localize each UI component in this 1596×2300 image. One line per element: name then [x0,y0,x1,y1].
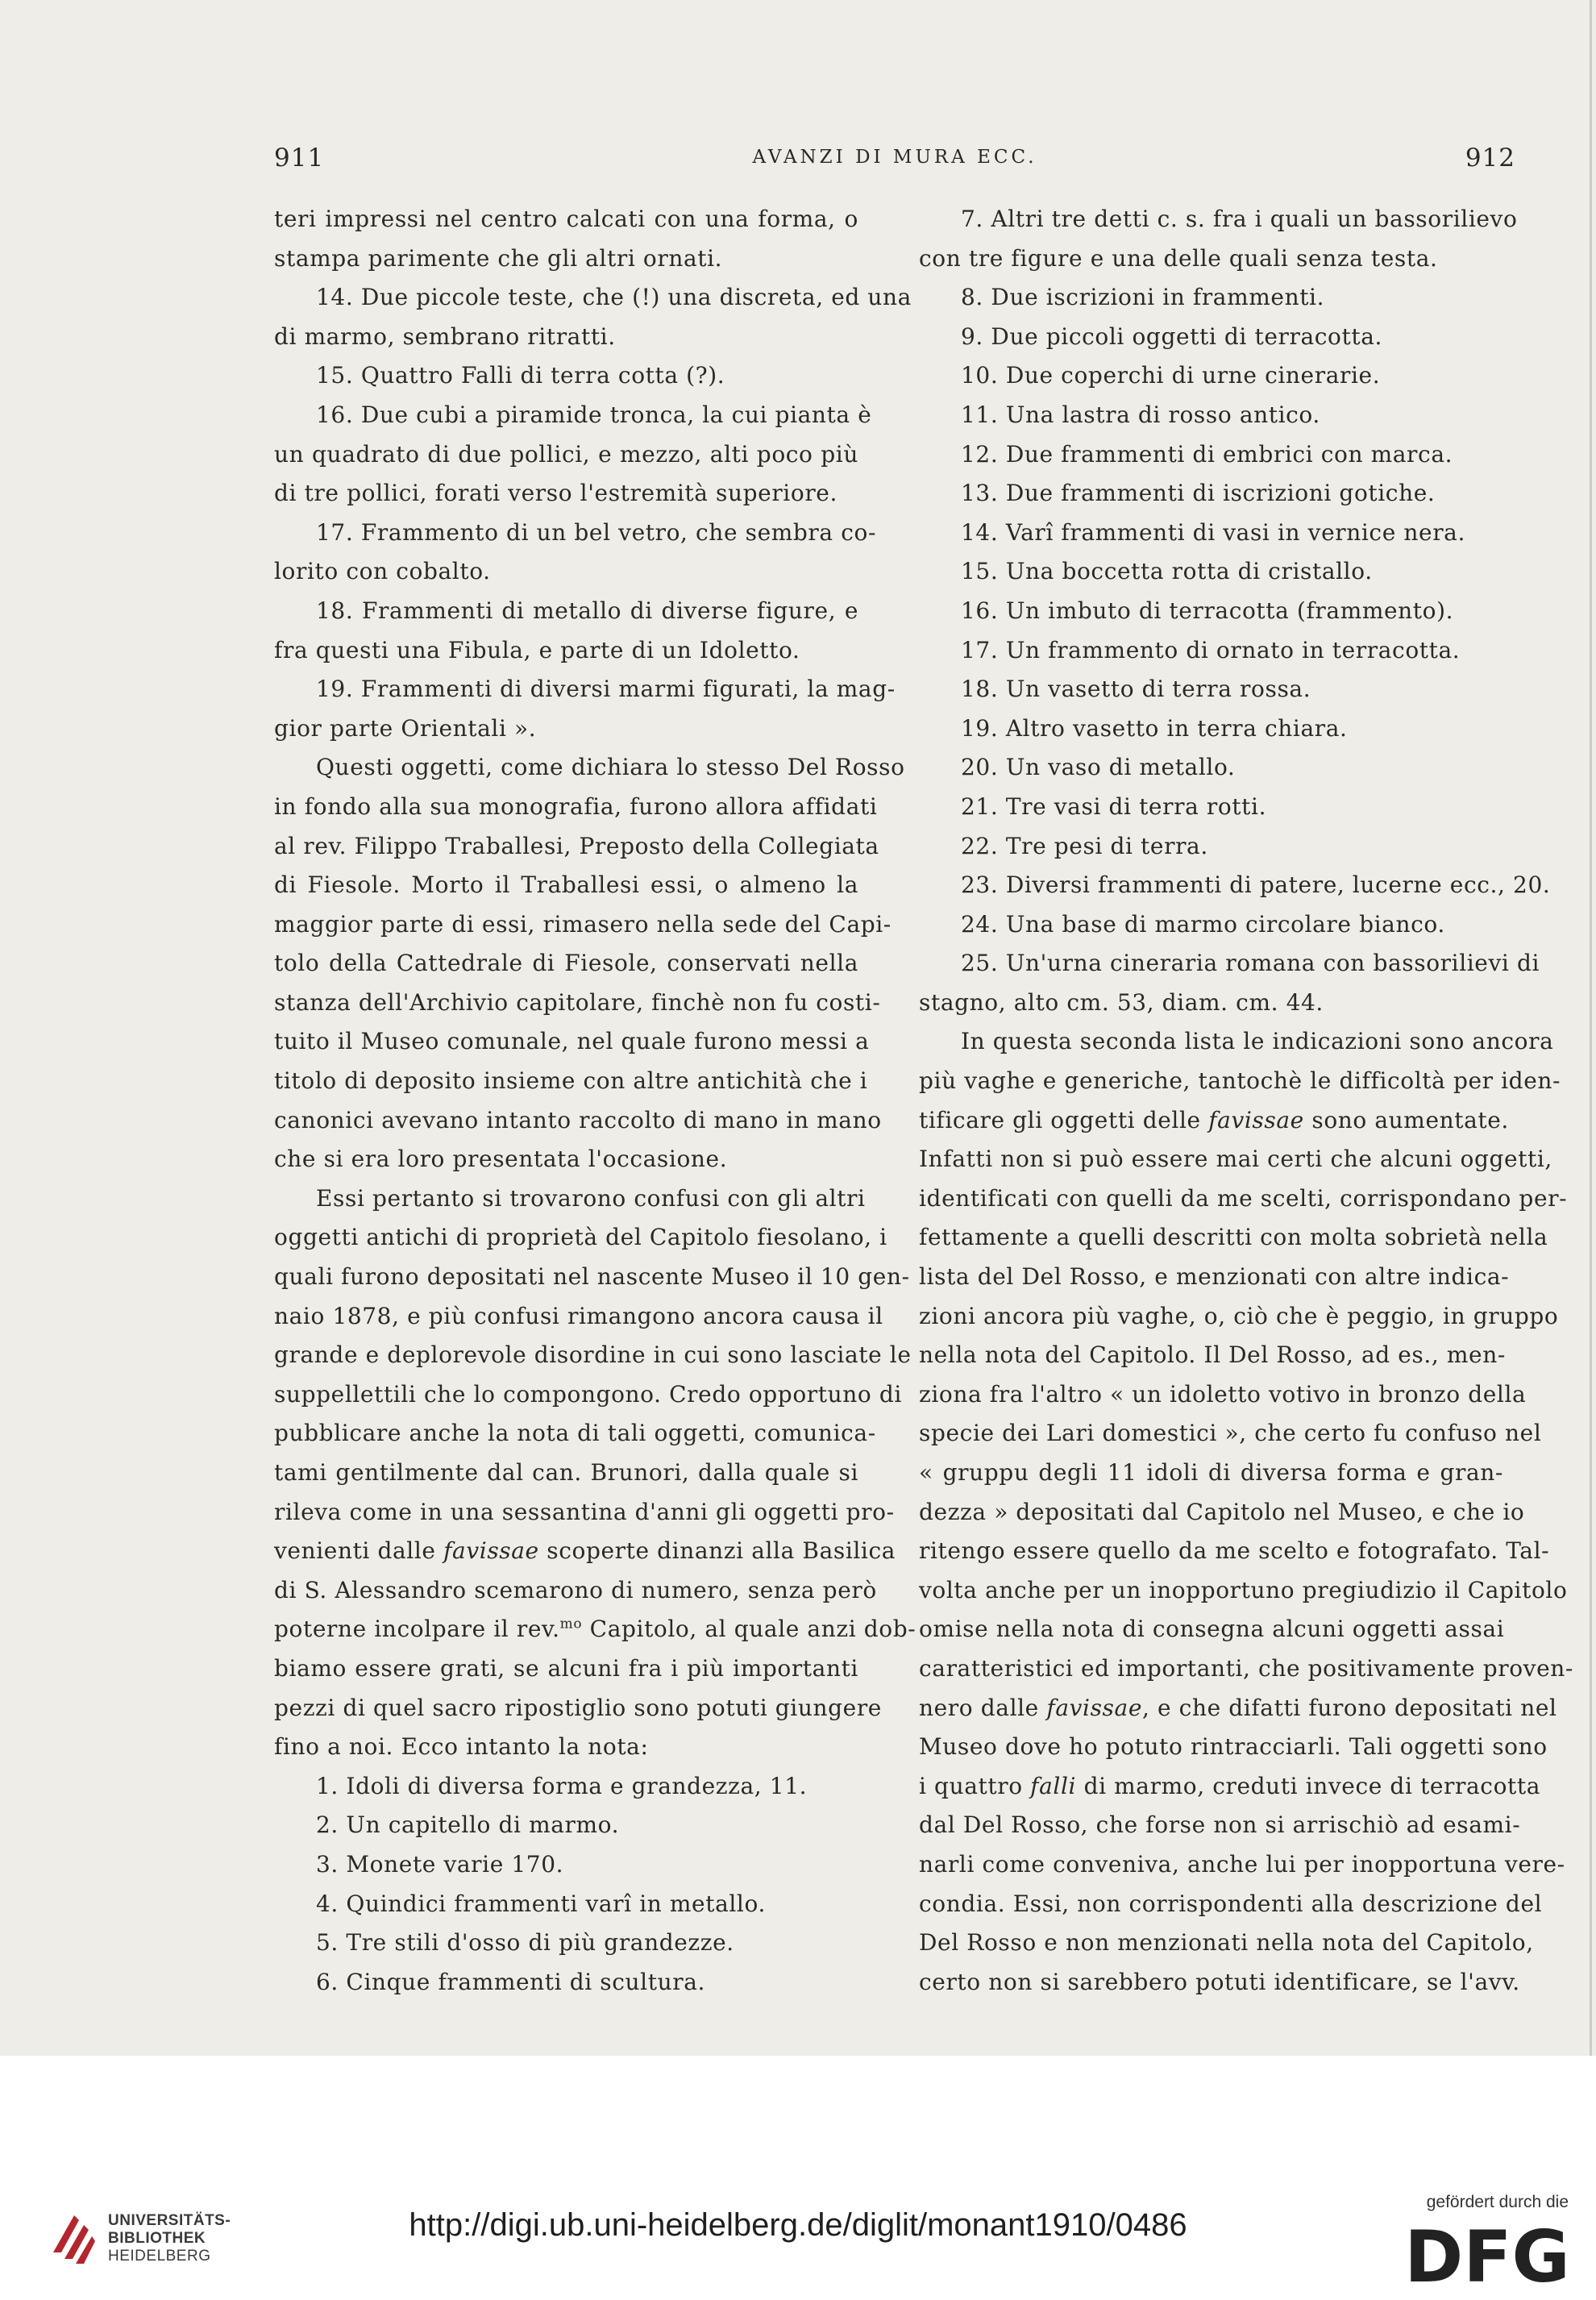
text-line: 12. Due frammenti di embrici con marca. [961,440,1453,468]
text-line: di S. Alessandro scemarono di numero, senza però [274,1576,877,1603]
text-line: 23. Diversi frammenti di patere, lucerne ecc., 20. [961,871,1551,899]
text-line: pezzi di quel sacro ripostiglio sono potuti giungere [274,1694,882,1721]
left-text-column [274,200,916,2002]
text-line: ziona fra l'altro « un idoletto votivo in bronzo della [919,1380,1527,1408]
text-line: maggior parte di essi, rimasero nella sede del Capi- [274,910,892,938]
text-line: 2. Un capitello di marmo. [316,1811,620,1839]
text-line: omise nella nota di consegna alcuni oggetti assai [919,1616,1505,1643]
text-line: Essi pertanto si trovarono confusi con gli altri [316,1184,866,1212]
text-line: 19. Altro vasetto in terra chiara. [961,714,1348,742]
library-name-line: HEIDELBERG [108,2248,211,2265]
text-line: Questi oggetti, come dichiara lo stesso Del Rosso [316,754,905,781]
text-line: 6. Cinque frammenti di scultura. [316,1968,705,1995]
page-edge-line [1590,0,1592,2056]
text-line: i quattro falli di marmo, creduti invece di terracotta [919,1772,1541,1799]
text-line: fino a noi. Ecco intanto la nota: [274,1733,649,1761]
text-line: con tre figure e una delle quali senza testa. [919,244,1438,272]
text-line: 25. Un'urna cineraria romana con bassorilievi di [961,950,1540,977]
text-line: narli come conveniva, anche lui per inopportuna vere- [919,1850,1565,1878]
text-line: teri impressi nel centro calcati con una forma, o [274,206,858,232]
permalink-url[interactable]: http://digi.ub.uni-heidelberg.de/diglit/monant1910/0486 [409,2207,1187,2243]
text-line: fra questi una Fibula, e parte di un Idoletto. [274,636,800,663]
running-head [274,143,1515,179]
text-line: 13. Due frammenti di iscrizioni gotiche. [961,480,1436,507]
text-line: 1. Idoli di diversa forma e grandezza, 11. [316,1772,808,1799]
text-line: rileva come in una sessantina d'anni gli oggetti pro- [274,1498,895,1525]
text-line: pubblicare anche la nota di tali oggetti, comunica- [274,1420,876,1447]
text-line: tolo della Cattedrale di Fiesole, conservati nella [274,950,858,977]
text-line: fettamente a quelli descritti con molta sobrietà nella [919,1224,1548,1251]
text-line: di marmo, sembrano ritratti. [274,322,616,350]
text-line: 3. Monete varie 170. [316,1850,564,1878]
text-line: certo non si sarebbero potuti identificare, se l'avv. [919,1968,1520,1995]
text-line: oggetti antichi di proprietà del Capitolo fiesolano, i [274,1224,887,1251]
text-line: di Fiesole. Morto il Traballesi essi, o almeno la [274,871,858,899]
text-line: specie dei Lari domestici », che certo fu confuso nel [919,1420,1542,1447]
text-line: 18. Frammenti di metallo di diverse figure, e [316,597,858,624]
text-line: tami gentilmente dal can. Brunori, dalla quale si [274,1459,858,1486]
text-line: 11. Una lastra di rosso antico. [961,401,1320,428]
page-number-right: 912 [1465,143,1515,173]
text-line: quali furono depositati nel nascente Museo il 10 gen- [274,1263,910,1291]
text-line: 16. Un imbuto di terracotta (frammento). [961,597,1454,624]
text-line: 10. Due coperchi di urne cinerarie. [961,362,1381,389]
text-line: 17. Frammento di un bel vetro, che sembra co- [316,518,877,546]
text-line: 19. Frammenti di diversi marmi figurati, la mag- [316,676,896,703]
viewer-footer [0,2056,1596,2300]
text-line: Museo dove ho potuto rintracciarli. Tali oggetti sono [919,1733,1548,1761]
text-line: tificare gli oggetti delle favissae sono aumentate. [919,1106,1509,1133]
text-line: nero dalle favissae, e che difatti furono depositati nel [919,1694,1557,1721]
text-line: identificati con quelli da me scelti, corrispondano per- [919,1184,1568,1212]
text-line: Del Rosso e non menzionati nella nota del Capitolo, [919,1929,1534,1957]
text-line: caratteristici ed importanti, che positivamente proven- [919,1654,1573,1682]
text-line: grande e deplorevole disordine in cui sono lasciate le [274,1341,912,1369]
text-line: titolo di deposito insieme con altre antichità che i [274,1067,868,1095]
text-line: 20. Un vaso di metallo. [961,754,1236,781]
text-line: 8. Due iscrizioni in frammenti. [961,284,1325,311]
text-line: canonici avevano intanto raccolto di mano in mano [274,1106,882,1133]
text-line: volta anche per un inopportuno pregiudizio il Capitolo [919,1576,1568,1603]
text-line: 4. Quindici frammenti varî in metallo. [316,1890,766,1917]
text-line: 15. Una boccetta rotta di cristallo. [961,558,1373,585]
dfg-logo-icon [1403,2215,1572,2298]
text-line: 7. Altri tre detti c. s. fra i quali un bassorilievo [961,206,1518,232]
text-line: 14. Varî frammenti di vasi in vernice nera. [961,518,1465,546]
text-line: 14. Due piccole teste, che (!) una discreta, ed una [316,284,912,311]
text-line: un quadrato di due pollici, e mezzo, alti poco più [274,440,858,468]
text-line: 17. Un frammento di ornato in terracotta. [961,636,1461,663]
text-line: di tre pollici, forati verso l'estremità superiore. [274,480,837,507]
text-line: « gruppu degli 11 idoli di diversa forma e gran- [919,1459,1503,1486]
text-line: stampa parimente che gli altri ornati. [274,244,723,272]
text-line: 24. Una base di marmo circolare bianco. [961,910,1445,938]
library-name-line: BIBLIOTHEK [108,2230,206,2247]
text-line: che si era loro presentata l'occasione. [274,1146,728,1173]
text-line: stagno, alto cm. 53, diam. cm. 44. [919,988,1324,1016]
text-line: dezza » depositati dal Capitolo nel Museo, e che io [919,1498,1525,1525]
text-line: lorito con cobalto. [274,558,491,585]
text-line: nella nota del Capitolo. Il Del Rosso, ad es., men- [919,1341,1506,1369]
text-line: gior parte Orientali ». [274,714,537,742]
text-line: 15. Quattro Falli di terra cotta (?). [316,362,725,389]
text-line: 5. Tre stili d'osso di più grandezze. [316,1929,734,1957]
running-title: AVANZI DI MURA ECC. [752,147,1037,168]
text-line: stanza dell'Archivio capitolare, finchè non fu costi- [274,988,881,1016]
right-text-column [919,200,1573,2002]
text-line: zioni ancora più vaghe, o, ciò che è peggio, in gruppo [919,1302,1559,1329]
text-line: al rev. Filippo Traballesi, Preposto della Collegiata [274,832,879,859]
text-line: venienti dalle favissae scoperte dinanzi alla Basilica [274,1537,896,1565]
text-line: condia. Essi, non corrispondenti alla descrizione del [919,1890,1543,1917]
text-line: più vaghe e generiche, tantochè le difficoltà per iden- [919,1067,1561,1095]
funder-caption: gefördert durch die [1426,2193,1569,2211]
dfg-logo-text: DFG [1404,2215,1570,2298]
text-line: dal Del Rosso, che forse non si arrischiò ad esami- [919,1811,1521,1839]
text-line: In questa seconda lista le indicazioni sono ancora [961,1028,1554,1055]
text-line: in fondo alla sua monografia, furono allora affidati [274,792,878,820]
text-line: 22. Tre pesi di terra. [961,832,1208,859]
text-line: suppellettili che lo compongono. Credo opportuno di [274,1380,902,1408]
text-line: ritengo essere quello da me scelto e fotografato. Tal- [919,1537,1550,1565]
text-line: poterne incolpare il rev.$^{mo}$ Capitolo, al quale anzi dob- [274,1616,916,1643]
text-line: biamo essere grati, se alcuni fra i più importanti [274,1654,858,1682]
text-line: lista del Del Rosso, e menzionati con altre indica- [919,1263,1510,1291]
library-name-line: UNIVERSITÄTS- [108,2212,231,2229]
text-line: 9. Due piccoli oggetti di terracotta. [961,322,1383,350]
text-line: Infatti non si può essere mai certi che alcuni oggetti, [919,1146,1552,1173]
text-line: naio 1878, e più confusi rimangono ancora causa il [274,1302,883,1329]
text-line: tuito il Museo comunale, nel quale furono messi a [274,1028,870,1055]
text-line: 21. Tre vasi di terra rotti. [961,792,1267,820]
page-number-left: 911 [274,143,325,173]
text-line: 16. Due cubi a piramide tronca, la cui pianta è [316,401,872,428]
text-line: 18. Un vasetto di terra rossa. [961,676,1311,703]
